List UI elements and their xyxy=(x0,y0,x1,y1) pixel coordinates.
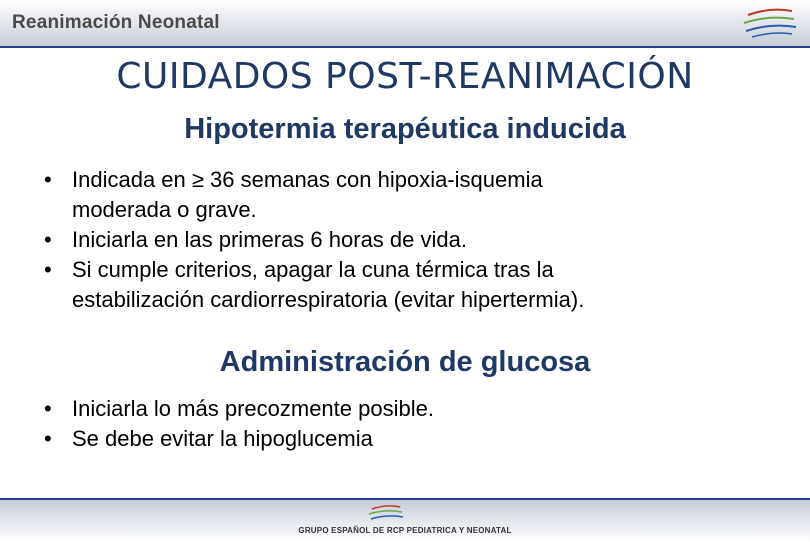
bullet-icon: • xyxy=(44,167,52,192)
list-item xyxy=(44,255,764,315)
list-item-line: Iniciarla en las primeras 6 horas de vida. xyxy=(72,227,467,252)
list-item-line: estabilización cardiorrespiratoria (evitar hipertermia). xyxy=(72,287,585,312)
bullet-icon: • xyxy=(44,426,52,451)
swoosh-logo-icon xyxy=(366,503,406,525)
list-item-line: Iniciarla lo más precozmente posible. xyxy=(72,396,434,421)
bullet-list-hipotermia xyxy=(44,165,764,315)
footer-bar xyxy=(0,498,810,542)
list-item-line: moderada o grave. xyxy=(72,197,257,222)
list-item-line: Indicada en ≥ 36 semanas con hipoxia-isquemia xyxy=(72,167,543,192)
header-bar xyxy=(0,0,810,48)
footer-text: GRUPO ESPAÑOL DE RCP PEDIATRICA Y NEONATAL xyxy=(298,526,512,535)
section-heading-glucosa: Administración de glucosa xyxy=(219,346,591,378)
bullet-icon: • xyxy=(44,257,52,282)
bullet-icon: • xyxy=(44,227,52,252)
bullet-list-glucosa xyxy=(44,394,764,454)
list-item xyxy=(44,225,764,255)
list-item xyxy=(44,424,764,454)
bullet-icon: • xyxy=(44,396,52,421)
list-item xyxy=(44,394,764,424)
list-item-line: Se debe evitar la hipoglucemia xyxy=(72,426,373,451)
list-item-line: Si cumple criterios, apagar la cuna térmica tras la xyxy=(72,257,554,282)
swoosh-logo-icon xyxy=(740,3,800,41)
slide-title: CUIDADOS POST-REANIMACIÓN xyxy=(116,56,694,97)
section-heading-hipotermia: Hipotermia terapéutica inducida xyxy=(184,113,626,145)
list-item xyxy=(44,165,764,225)
header-title: Reanimación Neonatal xyxy=(12,12,220,33)
